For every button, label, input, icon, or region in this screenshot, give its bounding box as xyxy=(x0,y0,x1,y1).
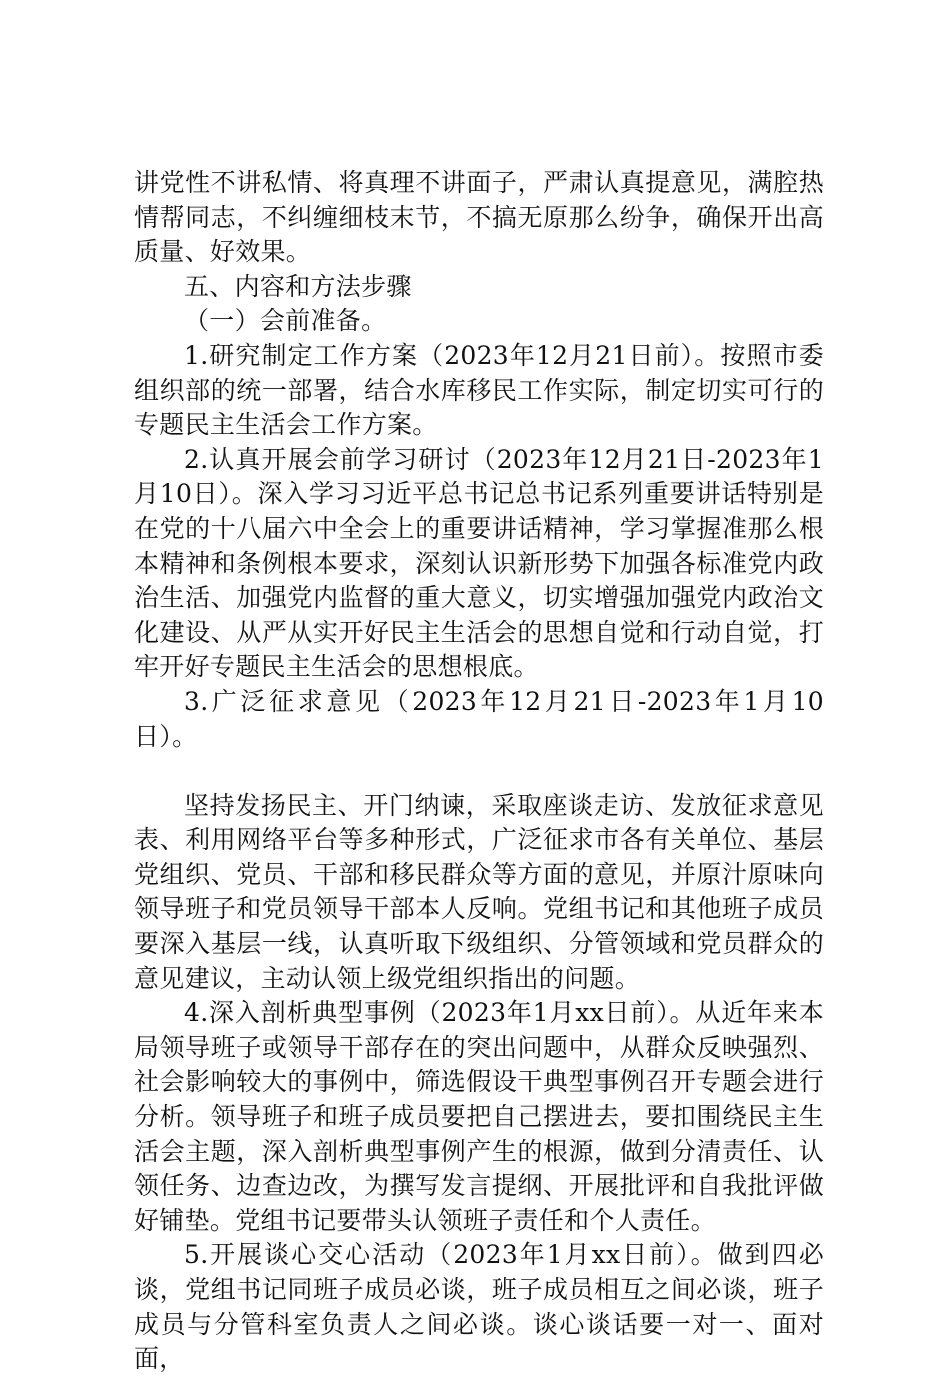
section-heading-5: 五、内容和方法步骤 xyxy=(184,271,412,301)
paragraph-step-2: 2.认真开展会前学习研讨（2023年12月21日-2023年1月10日）。深入学习习近平总书记总书记系列重要讲话特别是在党的十八届六中全会上的重要讲话精神，学习掌握准那么根本精神和条例根本要求，深刻认识新形势下加强各标准党内政治生活、加强党内监督的重大意义，切实增强加强党内政治文化建设、从严从实开好民主生活会的思想自觉和行动自觉，打牢开好专题民主生活会的思想根底。 xyxy=(134,444,824,682)
document-body xyxy=(134,166,824,1377)
paragraph-step-3-body: 坚持发扬民主、开门纳谏，采取座谈走访、发放征求意见表、利用网络平台等多种形式，广泛征求市各有关单位、基层党组织、党员、干部和移民群众等方面的意见，并原汁原味向领导班子和党员领导干部本人反响。党组书记和其他班子成员要深入基层一线，认真听取下级组织、分管领域和党员群众的意见建议，主动认领上级党组织指出的问题。 xyxy=(134,790,824,993)
paragraph-step-5: 5.开展谈心交心活动（2023年1月xx日前）。做到四必谈，党组书记同班子成员必谈，班子成员相互之间必谈，班子成员与分管科室负责人之间必谈。谈心谈话要一对一、面对面， xyxy=(134,1240,824,1374)
blank-line xyxy=(134,754,824,789)
paragraph-step-4: 4.深入剖析典型事例（2023年1月xx日前）。从近年来本局领导班子或领导干部存在的突出问题中，从群众反映强烈、社会影响较大的事例中，筛选假设干典型事例召开专题会进行分析。领导班子和班子成员要把自己摆进去，要扣围绕民主生活会主题，深入剖析典型事例产生的根源，做到分清责任、认领任务、边查边改，为撰写发言提纲、开展批评和自我批评做好铺垫。党组书记要带头认领班子责任和个人责任。 xyxy=(134,998,824,1235)
paragraph-continuation: 讲党性不讲私情、将真理不讲面子，严肃认真提意见，满腔热情帮同志，不纠缠细枝末节，不搞无原那么纷争，确保开出高质量、好效果。 xyxy=(134,168,824,267)
paragraph-step-1: 1.研究制定工作方案（2023年12月21日前）。按照市委组织部的统一部署，结合水库移民工作实际，制定切实可行的专题民主生活会工作方案。 xyxy=(134,340,824,440)
paragraph-step-3-title: 3.广泛征求意见（2023年12月21日-2023年1月10日）。 xyxy=(134,686,824,751)
subsection-heading-1: （一）会前准备。 xyxy=(184,306,387,336)
